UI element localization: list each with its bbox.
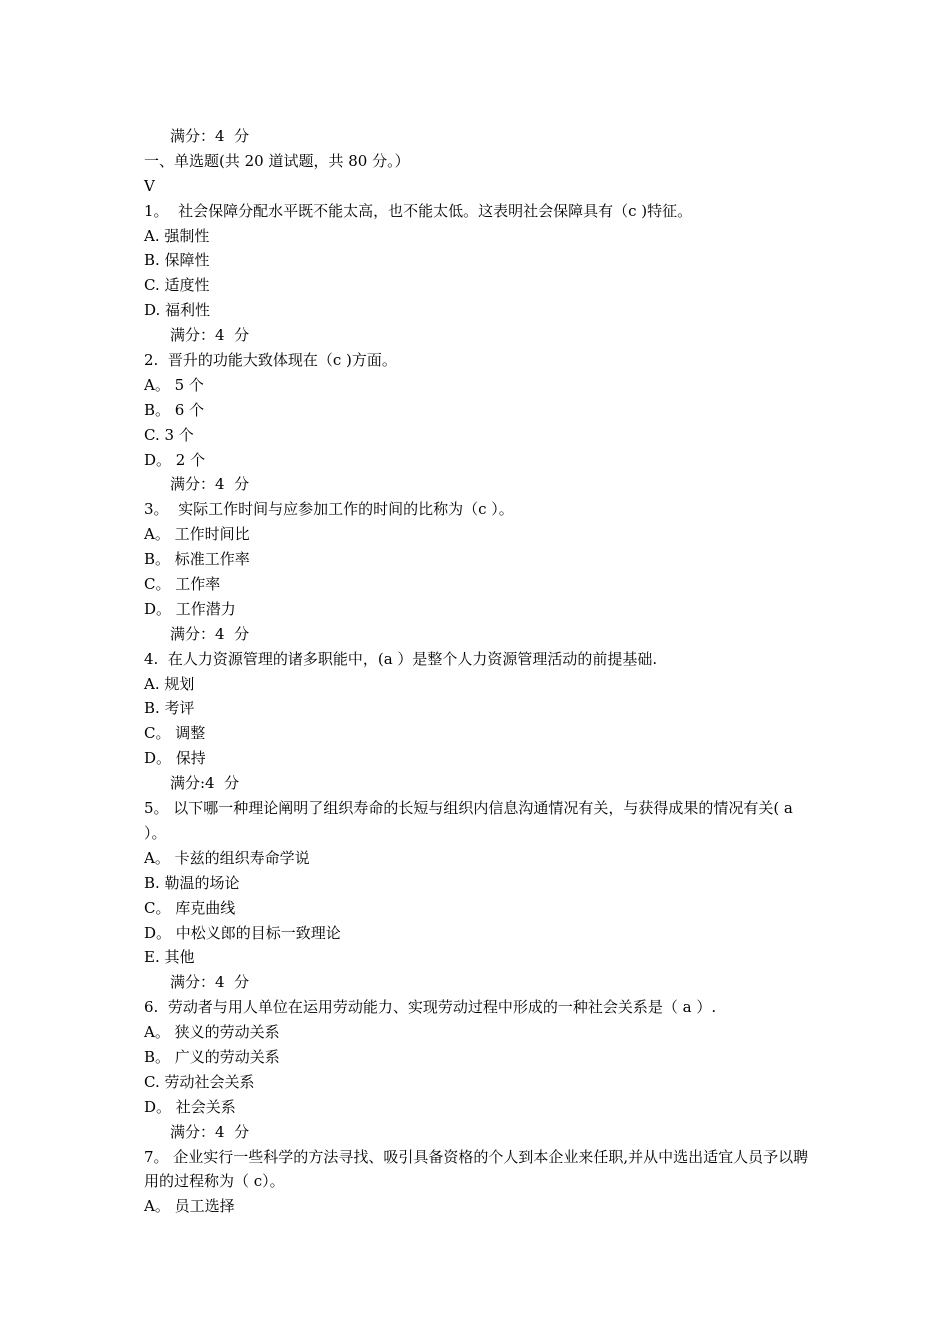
document-line: C. 劳动社会关系 xyxy=(144,1072,255,1091)
document-line: B。 标准工作率 xyxy=(144,550,250,569)
document-line: C. 3 个 xyxy=(144,425,194,444)
document-line: D. 福利性 xyxy=(144,301,211,320)
score-line: 满分：4 分 xyxy=(170,127,250,145)
score-line: 满分：4 分 xyxy=(170,973,250,992)
document-line: B. 保障性 xyxy=(144,251,210,270)
document-line: 2. 晋升的功能大致体现在（c )方面。 xyxy=(144,351,397,370)
document-line: D。 保持 xyxy=(144,749,206,768)
score-line: 满分：4 分 xyxy=(170,624,250,643)
document-line: C。 工作率 xyxy=(144,575,221,594)
document-line: A. 规划 xyxy=(144,674,195,693)
score-line: 满分:4 分 xyxy=(170,774,240,793)
document-line: A。 工作时间比 xyxy=(144,525,250,544)
document-line: A。 卡兹的组织寿命学说 xyxy=(144,848,310,867)
document-line: A。 5 个 xyxy=(144,375,204,394)
score-line: 满分：4 分 xyxy=(170,326,250,345)
question-text: 5。 以下哪一种理论阐明了组织寿命的长短与组织内信息沟通情况有关，与获得成果的情况有关( a ）。 xyxy=(144,799,793,842)
document-line: D。 工作潜力 xyxy=(144,599,236,618)
score-line: 满分：4 分 xyxy=(170,475,250,494)
document-line: B. 勒温的场论 xyxy=(144,873,240,892)
document-line: E. 其他 xyxy=(144,948,195,967)
document-line: 4. 在人力资源管理的诸多职能中，(a ）是整个人力资源管理活动的前提基础. xyxy=(144,649,658,668)
document-line: D。 2 个 xyxy=(144,450,206,469)
document-line: C. 适度性 xyxy=(144,276,210,295)
document-line: 3。 实际工作时间与应参加工作的时间的比称为（c ）。 xyxy=(144,500,514,519)
document-line: B。 6 个 xyxy=(144,400,205,419)
document-line: B. 考评 xyxy=(144,699,195,718)
document-line: 1。 社会保障分配水平既不能太高，也不能太低。这表明社会保障具有（c )特征。 xyxy=(144,201,693,220)
document-line: C。 库克曲线 xyxy=(144,898,236,917)
document-line: 一、单选题(共 20 道试题，共 80 分。） xyxy=(144,151,410,170)
document-line: C。 调整 xyxy=(144,724,206,743)
document-line: A. 强制性 xyxy=(144,226,210,245)
document-body xyxy=(144,124,814,1219)
document-line: A。 员工选择 xyxy=(144,1197,235,1216)
question-text: 7。 企业实行一些科学的方法寻找、吸引具备资格的个人到本企业来任职,并从中选出适宜人员予以聘用的过程称为（ c）。 xyxy=(144,1147,809,1191)
document-line: V xyxy=(144,176,155,195)
score-line: 满分：4 分 xyxy=(170,1122,250,1141)
document-line: 6. 劳动者与用人单位在运用劳动能力、实现劳动过程中形成的一种社会关系是（ a ）. xyxy=(144,998,717,1017)
document-line: B。 广义的劳动关系 xyxy=(144,1047,280,1066)
document-line: D。 社会关系 xyxy=(144,1097,236,1116)
document-line: D。 中松义郎的目标一致理论 xyxy=(144,923,341,942)
document-line: A。 狭义的劳动关系 xyxy=(144,1023,280,1042)
